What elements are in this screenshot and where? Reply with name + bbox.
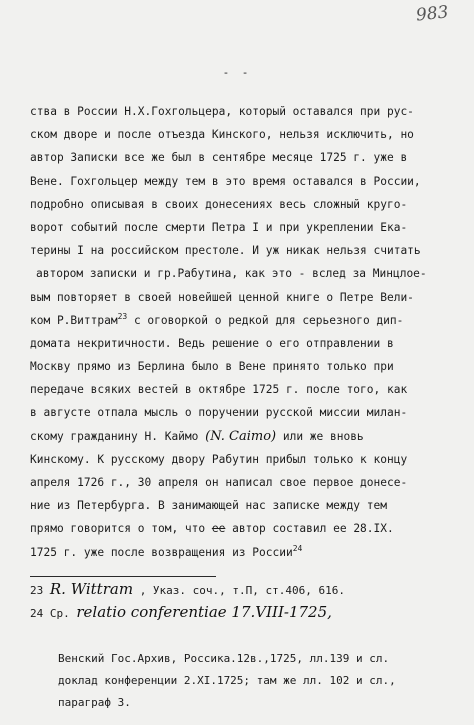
text-line: ние из Петербурга. В занимающей нас записке между тем bbox=[30, 499, 387, 513]
text-line: в августе отпала мысль о поручении русской миссии милан- bbox=[30, 406, 408, 420]
text-line: терины I на российском престоле. И уж никак нельзя считать bbox=[30, 244, 421, 258]
footnote-prefix: Ср. bbox=[49, 607, 70, 620]
footnote-number: 23 bbox=[30, 584, 44, 597]
footnote-number: 24 bbox=[30, 607, 44, 620]
text-line: ском дворе и после отъезда Кинского, нельзя исключить, но bbox=[30, 128, 414, 142]
text-line bbox=[30, 541, 466, 564]
text-line: домата некритичности. Ведь решение о его отправлении в bbox=[30, 336, 394, 350]
text-line: апреля 1726 г., 30 апреля он написал свое первое донесе- bbox=[30, 476, 408, 489]
footnote-separator bbox=[30, 576, 216, 577]
text-segment: ком Р.Виттрам bbox=[30, 313, 118, 327]
text-segment: с оговоркой о редкой для серьезного дип- bbox=[127, 313, 404, 327]
text-line: автор Записки все же был в сентябре месяце 1725 г. уже в bbox=[30, 151, 408, 165]
text-segment: автор составил ее 28.IX. bbox=[225, 522, 394, 536]
text-line: Москву прямо из Берлина было в Вене принято только при bbox=[30, 360, 394, 374]
text-line: Кинскому. К русскому двору Рабутин прибыл только к концу bbox=[30, 452, 408, 466]
text-line: Вене. Гохгольцер между тем в это время оставался в России, bbox=[30, 174, 421, 188]
text-line bbox=[30, 309, 466, 332]
page-header: - - bbox=[222, 66, 252, 79]
footnote-text: , Указ. соч., т.П, ст.406, 616. bbox=[139, 584, 345, 597]
text-segment: или же вновь bbox=[276, 429, 364, 443]
footnote-line: доклад конференции 2.XI.1725; там же лл. 102 и сл., bbox=[58, 674, 396, 687]
text-line: ства в России Н.Х.Гохгольцера, который оставался при рус- bbox=[30, 105, 414, 118]
footnote-line: параграф 3. bbox=[58, 696, 131, 709]
footnote-24 bbox=[30, 603, 470, 621]
footnote-line: Венский Гос.Архив, Россика.12в.,1725, лл.139 и сл. bbox=[58, 652, 390, 665]
text-segment: 1725 г. уже после возвращения из России bbox=[30, 545, 293, 559]
text-line: передаче всяких вестей в октябре 1725 г. после того, как bbox=[30, 383, 408, 397]
text-line bbox=[30, 517, 466, 540]
footnote-23 bbox=[30, 580, 470, 598]
struck-word: ее bbox=[211, 522, 226, 536]
main-text bbox=[30, 100, 466, 564]
text-line: ворот событий после смерти Петра I и при укреплении Ека- bbox=[30, 220, 408, 234]
footnote-24-continuation bbox=[58, 648, 468, 714]
text-line: подробно описывая в своих донесениях весь сложный круго- bbox=[30, 197, 408, 211]
text-segment: скому гражданину Н. Каймо bbox=[30, 429, 199, 443]
text-segment: прямо говорится о том, что bbox=[30, 522, 212, 536]
footnote-ref-24: 24 bbox=[292, 543, 303, 553]
text-line: вым повторяет в своей новейшей ценной книге о Петре Вели- bbox=[30, 290, 414, 304]
folio-number: 983 bbox=[414, 2, 449, 26]
handwritten-relatio: relatio conferentiae 17.VIII-1725, bbox=[76, 603, 332, 621]
handwritten-insert: (N. Caimo) bbox=[205, 428, 277, 444]
handwritten-author: R. Wittram bbox=[49, 580, 134, 598]
footnote-ref-23: 23 bbox=[117, 311, 128, 321]
text-line bbox=[30, 425, 466, 448]
text-line: автором записки и гр.Рабутина, как это - вслед за Минцлое- bbox=[36, 267, 427, 281]
